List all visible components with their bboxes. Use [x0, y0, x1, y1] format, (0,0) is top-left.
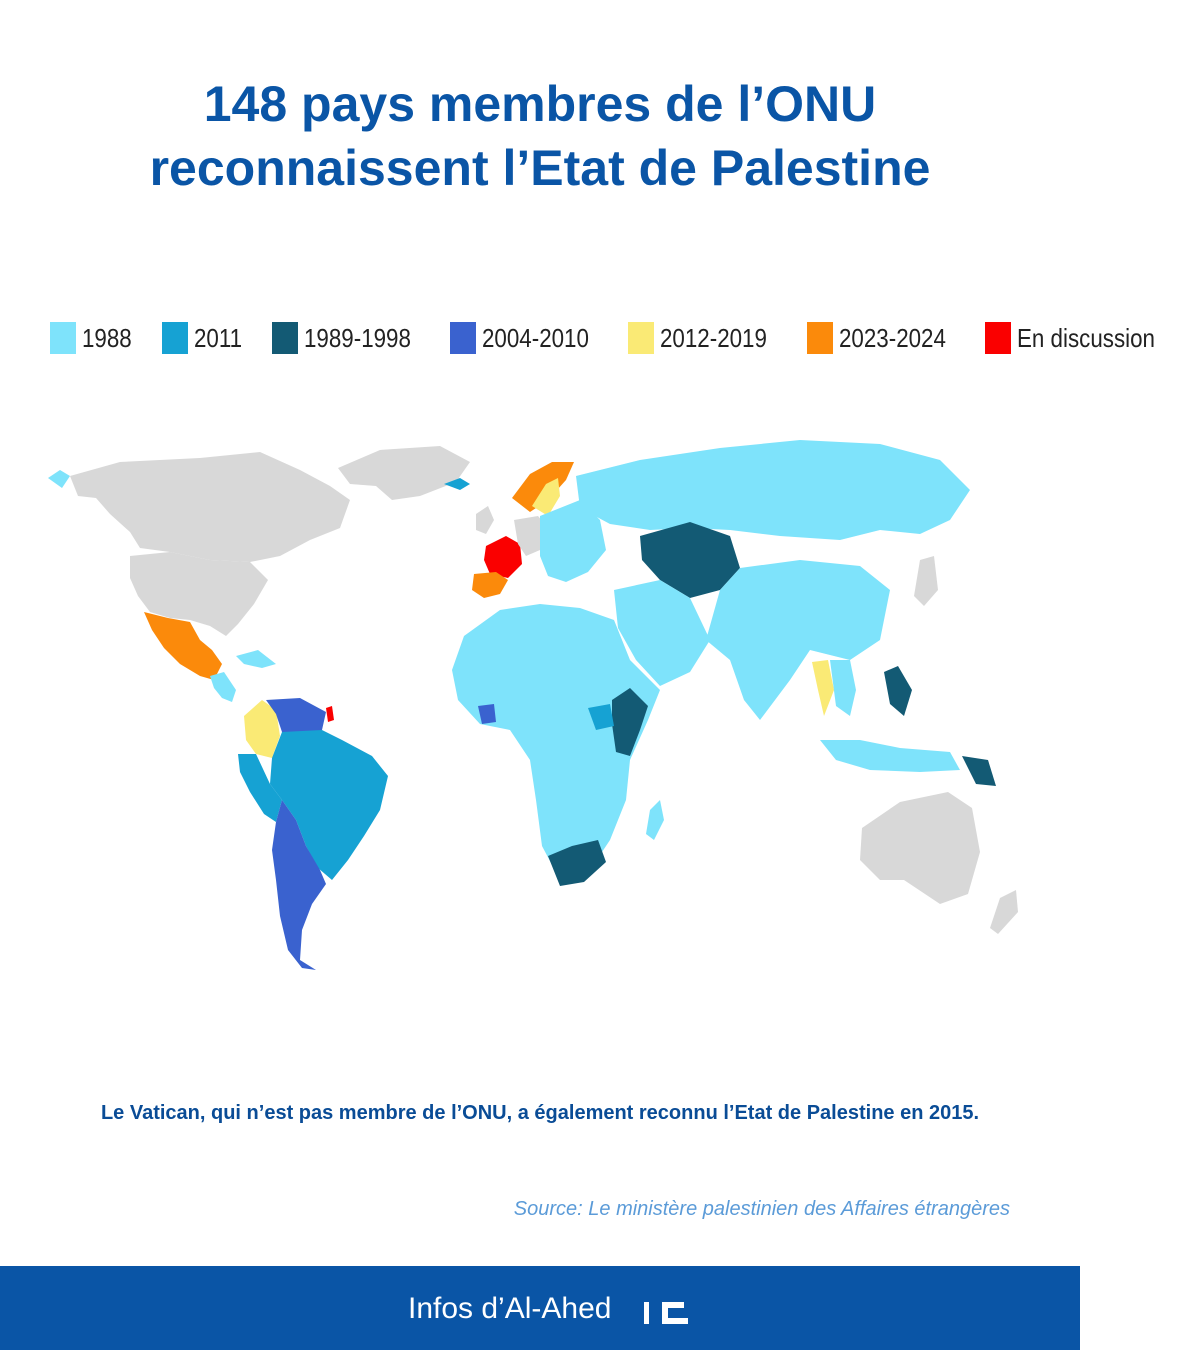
world-map	[0, 420, 1080, 1000]
region-se-asia	[830, 660, 856, 716]
legend-item-1988	[50, 322, 140, 354]
legend-label: En discussion	[1017, 322, 1156, 353]
title-line-2: reconnaissent l’Etat de Palestine	[149, 140, 931, 196]
source-credit: Source: Le ministère palestinien des Affaires étrangères	[513, 1198, 1010, 1220]
legend-item-2023-2024	[807, 322, 963, 354]
region-thailand	[812, 660, 834, 716]
region-philippines	[884, 666, 912, 716]
region-french-guiana	[326, 706, 334, 722]
region-france	[484, 536, 522, 578]
region-china-india	[706, 560, 890, 720]
region-australia	[860, 792, 980, 904]
region-madagascar	[646, 800, 664, 840]
region-alaska-tip	[48, 470, 70, 488]
legend-item-en-discussion	[985, 322, 1177, 354]
region-russia	[576, 440, 970, 540]
legend-swatch-2011	[162, 322, 188, 354]
region-japan	[914, 556, 938, 606]
legend-swatch-1989-1998	[272, 322, 298, 354]
legend-swatch-2023-2024	[807, 322, 833, 354]
legend-label: 2012-2019	[660, 322, 768, 353]
page-title	[0, 72, 1080, 200]
legend-swatch-2012-2019	[628, 322, 654, 354]
region-papua-new-guinea	[962, 756, 996, 786]
al-ahed-logo-icon	[644, 1298, 690, 1330]
region-greenland	[338, 446, 470, 500]
legend-label: 1989-1998	[303, 322, 411, 353]
legend-item-1989-1998	[272, 322, 428, 354]
region-indonesia	[820, 740, 960, 772]
footer-brand: Infos d’Al-Ahed	[408, 1292, 612, 1325]
legend-swatch-en-discussion	[985, 322, 1011, 354]
legend-swatch-2004-2010	[450, 322, 476, 354]
map-legend	[50, 318, 1156, 358]
region-uk-ireland	[476, 506, 494, 534]
legend-item-2011	[162, 322, 250, 354]
region-central-america	[210, 672, 236, 702]
legend-label: 2023-2024	[838, 322, 946, 353]
region-new-zealand	[990, 890, 1018, 934]
region-caribbean	[236, 650, 276, 668]
legend-item-2004-2010	[450, 322, 606, 354]
legend-item-2012-2019	[628, 322, 784, 354]
title-line-1: 148 pays membres de l’ONU	[203, 76, 877, 132]
legend-swatch-1988	[50, 322, 76, 354]
legend-label: 2011	[193, 322, 242, 353]
legend-label: 1988	[82, 322, 132, 353]
vatican-note: Le Vatican, qui n’est pas membre de l’ONU, a également reconnu l’Etat de Palestine en 2015.	[100, 1102, 980, 1124]
legend-label: 2004-2010	[482, 322, 590, 353]
region-canada-alaska	[70, 452, 350, 562]
